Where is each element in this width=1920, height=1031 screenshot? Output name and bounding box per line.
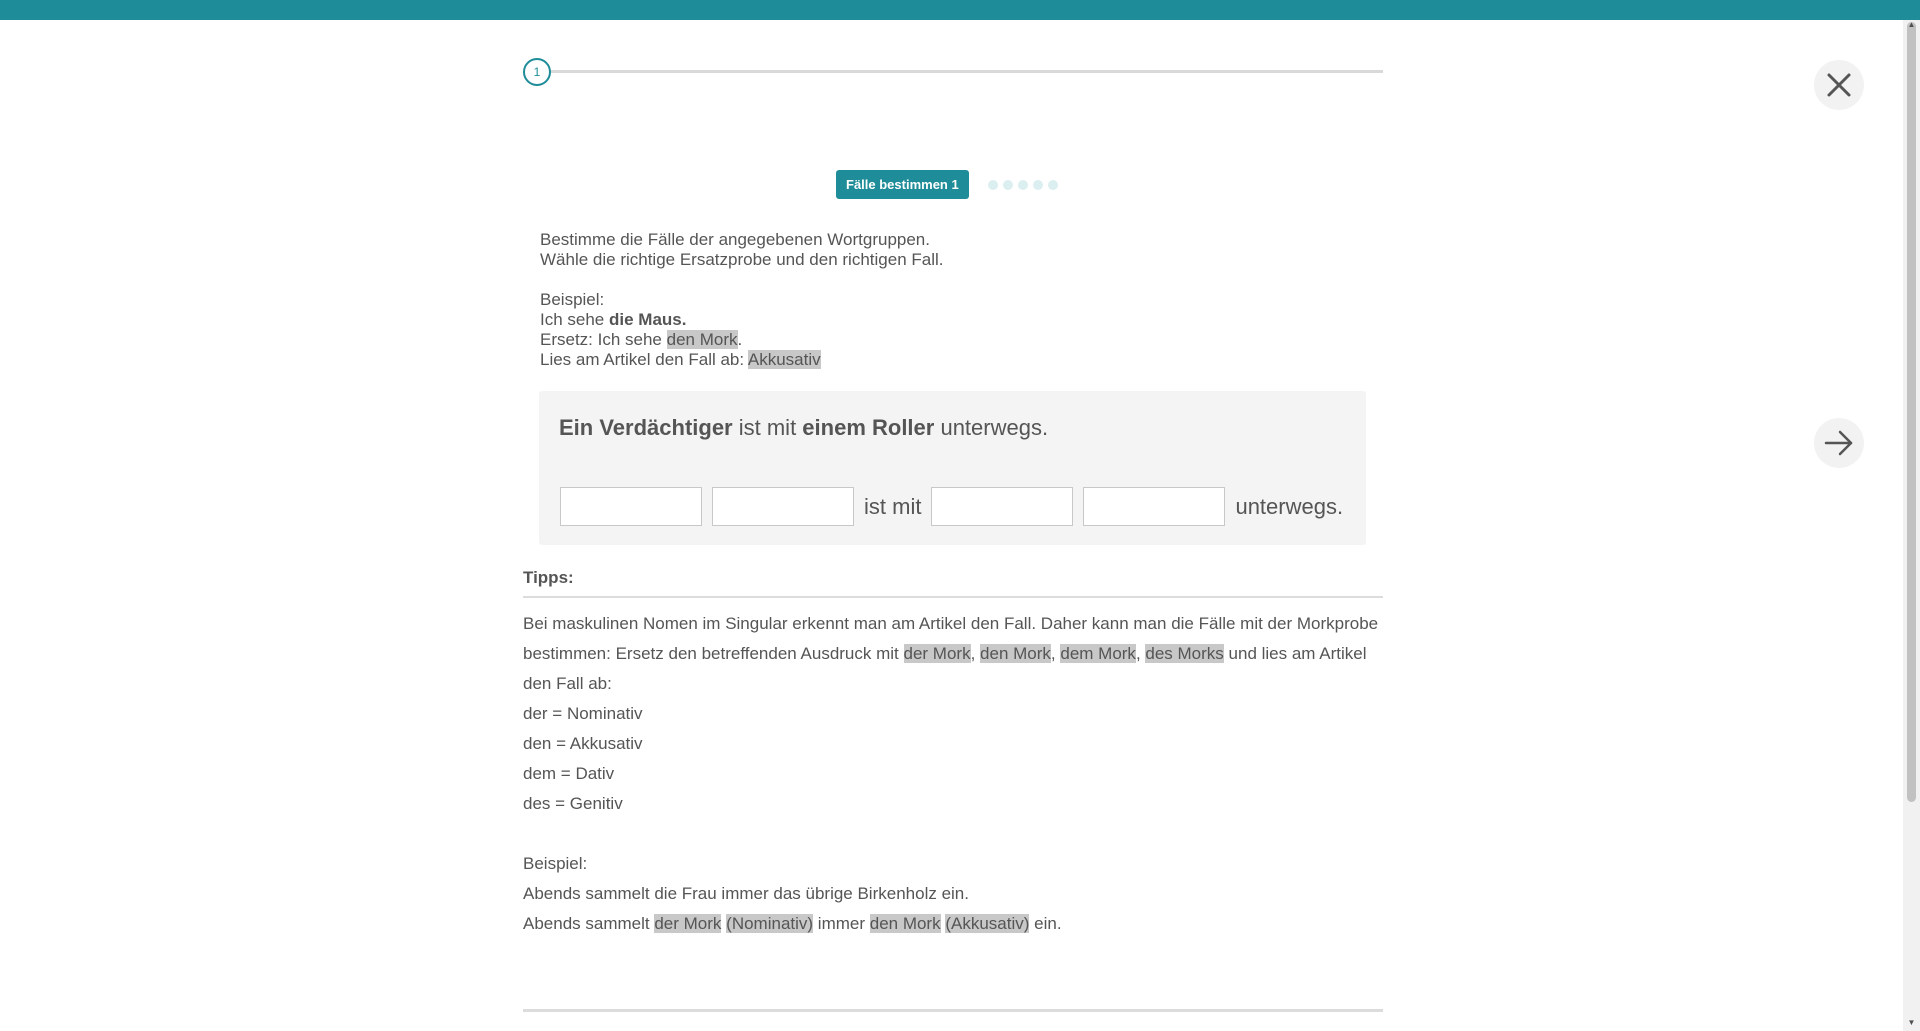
task-instructions	[540, 230, 944, 370]
scroll-up-icon[interactable]: ▲	[1907, 20, 1916, 29]
close-button[interactable]	[1814, 60, 1864, 110]
example-label: Beispiel:	[540, 290, 605, 309]
arrow-right-icon	[1823, 429, 1855, 457]
example-replacement: Ersetz: Ich sehe den Mork.	[540, 330, 743, 349]
instruction-line: Wähle die richtige Ersatzprobe und den richtigen Fall.	[540, 250, 944, 269]
scrollbar-thumb[interactable]	[1907, 22, 1916, 802]
exercise-pagination-dots	[988, 180, 1058, 190]
exercise-title-badge: Fälle bestimmen 1	[836, 170, 969, 199]
tips-divider	[523, 596, 1383, 598]
case-rule: der = Nominativ	[523, 704, 643, 723]
task-sentence: Ein Verdächtiger ist mit einem Roller unterwegs.	[559, 415, 1049, 440]
case-rule: dem = Dativ	[523, 764, 615, 783]
pagination-dot[interactable]	[1048, 180, 1058, 190]
top-accent-bar	[0, 0, 1920, 20]
instruction-line: Bestimme die Fälle der angegebenen Wortgruppen.	[540, 230, 930, 249]
answer-input-3[interactable]	[931, 487, 1073, 526]
example-sentence: Ich sehe die Maus.	[540, 310, 687, 329]
next-button[interactable]	[1814, 418, 1864, 468]
answer-inline-text: unterwegs.	[1235, 493, 1344, 519]
tips-example-line: Abends sammelt die Frau immer das übrige Birkenholz ein.	[523, 884, 969, 903]
answer-input-2[interactable]	[712, 487, 854, 526]
pagination-dot[interactable]	[1003, 180, 1013, 190]
bottom-divider	[523, 1009, 1383, 1012]
progress-step-marker[interactable]: 1	[523, 58, 551, 86]
answer-input-4[interactable]	[1083, 487, 1225, 526]
pagination-dot[interactable]	[988, 180, 998, 190]
pagination-dot[interactable]	[1018, 180, 1028, 190]
answer-input-1[interactable]	[560, 487, 702, 526]
close-icon	[1826, 72, 1852, 98]
tips-example-label: Beispiel:	[523, 854, 588, 873]
tips-content	[523, 609, 1383, 939]
example-case: Lies am Artikel den Fall ab: Akkusativ	[540, 350, 821, 369]
case-rule: des = Genitiv	[523, 794, 623, 813]
task-panel	[539, 391, 1366, 545]
tips-example-line: Abends sammelt der Mork (Nominativ) immer den Mork (Akkusativ) ein.	[523, 914, 1062, 933]
progress-track	[550, 70, 1383, 73]
tips-intro: Bei maskulinen Nomen im Singular erkennt man am Artikel den Fall. Daher kann man die Fälle mit der Morkprobe bestimmen: Ersetz den betreffenden Ausdruck mit der Mork, den Mork, dem Mork, des Morks und lies am Artikel den Fall ab:	[523, 614, 1379, 693]
answer-row	[560, 487, 1343, 526]
tips-heading: Tipps:	[523, 568, 574, 587]
case-rule: den = Akkusativ	[523, 734, 643, 753]
answer-inline-text: ist mit	[864, 493, 922, 519]
pagination-dot[interactable]	[1033, 180, 1043, 190]
scroll-down-icon[interactable]: ▼	[1907, 1018, 1916, 1027]
